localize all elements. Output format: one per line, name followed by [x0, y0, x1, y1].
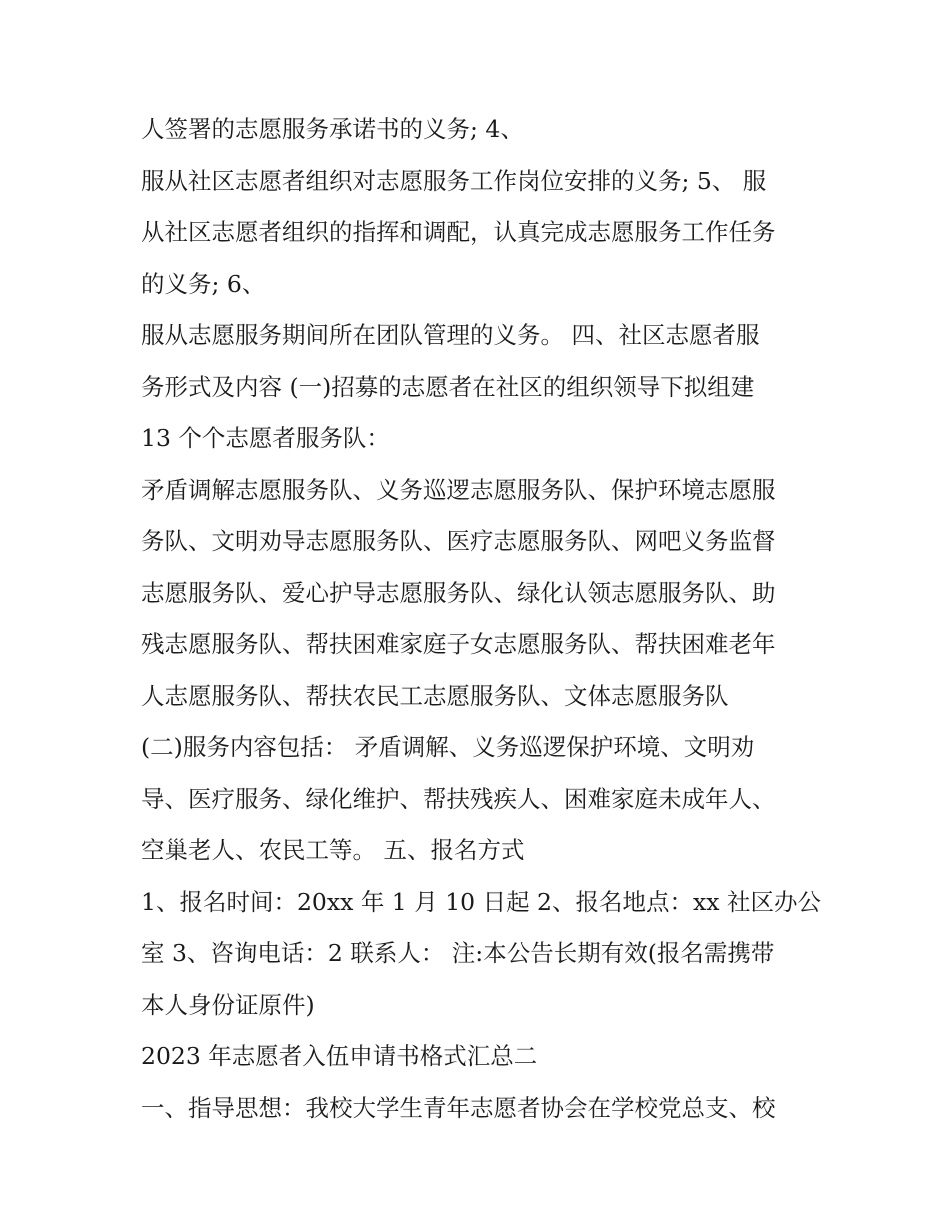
document-body	[141, 104, 821, 1134]
text-line: 一、指导思想：我校大学生青年志愿者协会在学校党总支、校	[141, 1093, 776, 1122]
text-line: 导、医疗服务、绿化维护、帮扶残疾人、困难家庭未成年人、	[141, 784, 776, 813]
text-line: 从社区志愿者组织的指挥和调配，认真完成志愿服务工作任务	[141, 218, 776, 246]
text-line: (二)服务内容包括： 矛盾调解、义务巡逻保护环境、文明劝	[141, 733, 755, 761]
text-line: 务形式及内容 (一)招募的志愿者在社区的组织领导下拟组建	[141, 372, 755, 401]
section-heading: 2023 年志愿者入伍申请书格式汇总二	[141, 1042, 538, 1070]
text-line: 本人身份证原件)	[141, 990, 315, 1019]
text-line: 人签署的志愿服务承诺书的义务; 4、	[141, 115, 524, 143]
text-line: 矛盾调解志愿服务队、义务巡逻志愿服务队、保护环境志愿服	[141, 475, 776, 504]
text-line: 13 个个志愿者服务队：	[141, 424, 390, 452]
text-line: 1、报名时间：20xx 年 1 月 10 日起 2、报名地点：xx 社区办公	[141, 887, 821, 916]
text-line: 服从志愿服务期间所在团队管理的义务。 四、社区志愿者服	[141, 321, 760, 349]
text-line: 人志愿服务队、帮扶农民工志愿服务队、文体志愿服务队	[141, 681, 729, 710]
text-line: 空巢老人、农民工等。 五、报名方式	[141, 836, 525, 864]
text-line: 室 3、咨询电话：2 联系人： 注:本公告长期有效(报名需携带	[141, 939, 775, 967]
text-line: 的义务; 6、	[141, 269, 266, 298]
text-line: 服从社区志愿者组织对志愿服务工作岗位安排的义务; 5、 服	[141, 166, 767, 195]
text-line: 志愿服务队、爱心护导志愿服务队、绿化认领志愿服务队、助	[141, 578, 776, 607]
text-line: 残志愿服务队、帮扶困难家庭子女志愿服务队、帮扶困难老年	[141, 630, 776, 658]
text-line: 务队、文明劝导志愿服务队、医疗志愿服务队、网吧义务监督	[141, 527, 776, 555]
